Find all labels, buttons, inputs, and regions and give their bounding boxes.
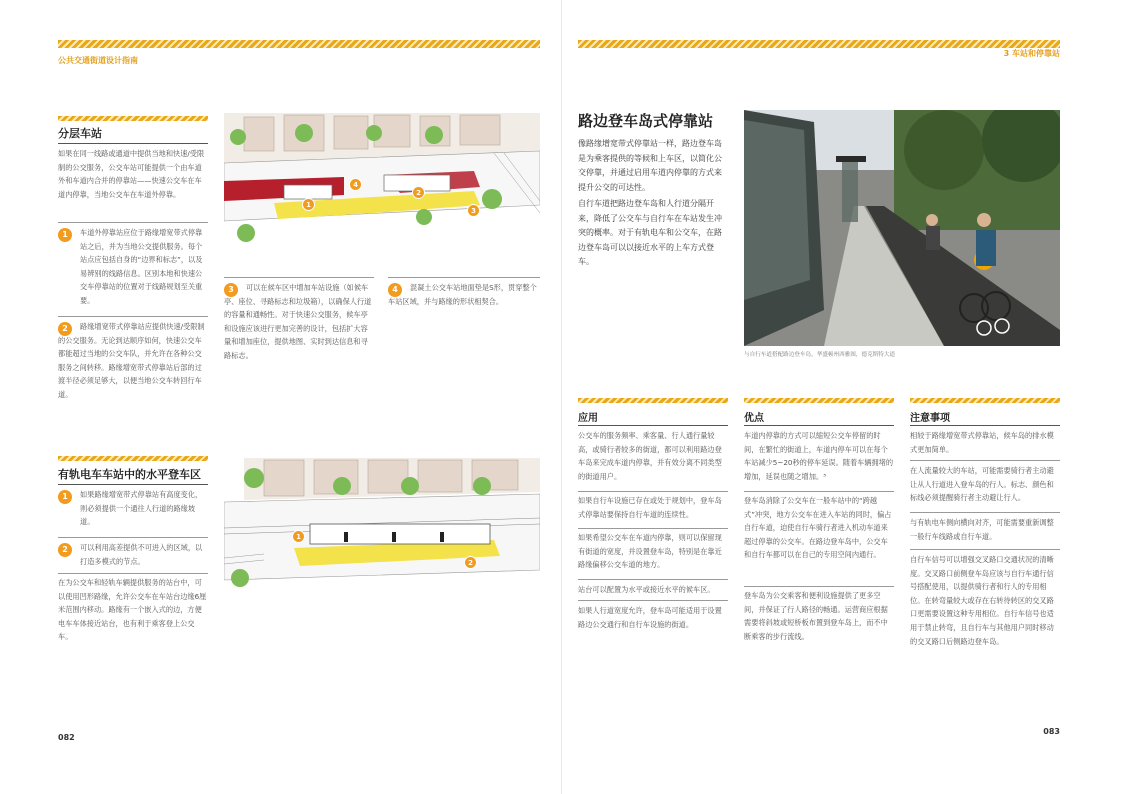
list-item [58, 226, 208, 308]
number-badge: 2 [58, 322, 72, 336]
layered-station-diagram [224, 113, 540, 248]
column-paragraph: 相较于路缘增宽带式停靠站，候车岛的排水模式更加简单。 [910, 431, 1054, 454]
divider [58, 222, 208, 223]
diagram-marker: 3 [467, 204, 480, 217]
divider [58, 484, 208, 485]
list-item [58, 488, 208, 529]
list-item-text: 如果路缘增宽带式停靠站有高度变化，则必须提供一个通往人行道的路缘坡道。 [80, 490, 203, 527]
divider [910, 549, 1060, 550]
photo-illustration [744, 110, 1060, 346]
number-badge: 3 [224, 283, 238, 297]
list-item [58, 320, 208, 402]
divider [578, 528, 728, 529]
list-item [388, 281, 540, 308]
section-hatch-bar [744, 398, 894, 403]
section-hatch-bar [578, 398, 728, 403]
number-badge: 1 [58, 228, 72, 242]
divider [578, 579, 728, 580]
divider [910, 512, 1060, 513]
diagram-marker: 2 [464, 556, 477, 569]
running-head: 公共交通街道设计指南 [58, 56, 138, 65]
number-badge: 1 [58, 490, 72, 504]
page-number: 083 [1043, 727, 1060, 736]
section-title-tram-station: 有轨电车车站中的水平登车区 [58, 468, 201, 481]
tram-station-body: 在为公交车和轻轨车辆提供服务的站台中，可以使用凹形路缘，允许公交车在车站台边缘6厘米范围内移动。路缘有一个嵌入式的边，方便电车车体接近站台，也有利于乘客登上公交车。 [58, 578, 207, 642]
divider [388, 277, 540, 278]
diagram-marker: 1 [302, 198, 315, 211]
divider [744, 586, 894, 587]
tram-station-diagram [224, 458, 540, 595]
diagram-marker: 2 [412, 186, 425, 199]
divider [578, 491, 728, 492]
divider [58, 143, 208, 144]
column-paragraph: 站台可以配置为水平或接近水平的候车区。 [578, 585, 715, 594]
divider [910, 460, 1060, 461]
left-page [0, 0, 561, 794]
column-title-advantages: 优点 [744, 413, 764, 424]
divider [578, 425, 728, 426]
page-number: 082 [58, 733, 75, 742]
list-item-text: 混凝土公交车站地面垫是S形，贯穿整个车站区域，并与路缘的形状相契合。 [388, 283, 537, 306]
tram-illustration [224, 458, 540, 595]
right-page [562, 0, 1123, 794]
header-hatch-bar [578, 40, 1060, 48]
section-hatch-bar [58, 116, 208, 121]
lead-paragraph: 像路缘增宽带式停靠站一样，路边登车岛是为乘客提供的等候和上车区，以简化公交停靠，并通过启用车道内停靠的方式来提升公交的可达性。 [578, 139, 722, 192]
column-paragraph: 与有轨电车侧向横向对齐，可能需要重新调整一般行车线路或自行车道。 [910, 518, 1054, 541]
column-title-considerations: 注意事项 [910, 413, 950, 424]
number-badge: 4 [388, 283, 402, 297]
list-item [224, 281, 374, 363]
column-paragraph: 如果人行道宽度允许，登车岛可能适用于设置路边公交通行和自行车设施的街道。 [578, 606, 722, 629]
column-paragraph: 在人流量较大的车站，可能需要骑行者主动避让从人行道进入登车岛的行人。标志、颜色和标线必须提醒骑行者主动避让行人。 [910, 466, 1054, 503]
list-item-text: 可以在候车区中增加车站设施（如候车亭、座位、寻路标志和垃圾箱），以确保人行道的容量和通畅性。对于快速公交服务，候车亭和设施应该进行更加完善的设计，包括扩大容量和增加座位，提供地图、实时到达信息和寻路标志。 [224, 283, 372, 360]
column-paragraph: 车道内停靠的方式可以缩短公交车停留的时间，在繁忙的街道上，车道内停车可以在每个车站减少5~20秒的停车延误。随着车辆拥堵的增加，延误也随之增加。³ [744, 431, 894, 481]
divider [58, 573, 208, 574]
divider [910, 425, 1060, 426]
column-paragraph: 如果自行车设施已存在或处于规划中，登车岛式停靠站要保持自行车道的连续性。 [578, 496, 722, 519]
lead-paragraph: 自行车道把路边登车岛和人行道分隔开来，降低了公交车与自行车在车站发生冲突的概率。对于有轨电车和公交车，在路边登车岛可以以接近水平的上车方式登车。 [578, 199, 722, 267]
column-title-application: 应用 [578, 413, 598, 424]
photo-caption: 与自行车道搭配路边登车岛，华盛顿州西雅图，德克斯特大道 [744, 352, 896, 358]
column-paragraph: 登车岛为公交乘客和便利设施提供了更多空间，并保证了行人路径的畅通。运营商应根据需要将斜坡或短桥板布置到登车岛上，而不中断乘客的步行流线。 [744, 591, 888, 641]
divider [58, 537, 208, 538]
section-hatch-bar [58, 456, 208, 461]
divider [224, 277, 374, 278]
list-item [58, 541, 208, 568]
divider [58, 316, 208, 317]
column-paragraph: 如果希望公交车在车道内停靠，则可以保留现有街道的宽度，并设置登车岛，特别是在靠近路缘偏移公交车道的地方。 [578, 533, 722, 570]
section-title-layered-station: 分层车站 [58, 127, 102, 140]
divider [744, 425, 894, 426]
column-paragraph: 自行车信号可以增强交叉路口交通状况的清晰度。交叉路口前侧登车岛应该与自行车通行信号搭配使用，以提供骑行者和行人的专用相位。在转弯量较大或存在右转待转区的交叉路口更需要设置这种专用相位。自行车信号也适用于禁止转弯，且自行车与其他用户同时移动的交叉路口后侧路边登车岛。 [910, 555, 1054, 646]
column-paragraph: 公交车的服务频率、乘客量、行人通行量较高，或骑行者较多的街道，都可以利用路边登车岛来完成车道内停靠，并有效分离不同类型的街道用户。 [578, 431, 722, 481]
list-item-text: 路缘增宽带式停靠站应提供快速/受限制的公交服务。无论到达顺序如何，快速公交车都能超过当地的公交车队，并允许在各种公交服务之间转移。路缘增宽带式停靠站后部的过渡半径必须足够大，以便当地公交车转回行车道。 [58, 322, 205, 399]
list-item-text: 可以利用高差提供不可进入的区域，以打造多模式的节点。 [80, 543, 203, 566]
page-title: 路边登车岛式停靠站 [578, 112, 714, 130]
divider [744, 491, 894, 492]
bus-stop-photo [744, 110, 1060, 346]
column-paragraph: 登车岛消除了公交车在一般车站中的“跨越式”冲突，地方公交车在进入车站的同时，偏占自行车道，迫使自行车骑行者进入机动车道来超过停靠的公交车。在路边登车岛中，公交车和自行车都可以在自己的专用空间内通行。 [744, 496, 892, 560]
section-hatch-bar [910, 398, 1060, 403]
header-hatch-bar [58, 40, 540, 48]
number-badge: 2 [58, 543, 72, 557]
diagram-marker: 4 [349, 178, 362, 191]
running-head: 3 车站和停靠站 [1003, 49, 1060, 58]
diagram-marker: 1 [292, 530, 305, 543]
divider [578, 600, 728, 601]
layered-station-intro: 如果在同一线路或通道中提供当地和快速/受限制的公交服务，公交车站可能提供一个由车道外和车道内合并的停靠站——快速公交车在车道内停靠，当地公交车在车道外停靠。 [58, 149, 205, 199]
list-item-text: 车道外停靠站应位于路缘增宽带式停靠站之后，并为当地公交提供服务。每个站点应包括自身的“边界和标志”，以及易辨别的线路信息。区别本地和快速公交车停靠站的位置对于线路规划至关重要。 [80, 228, 203, 305]
street-illustration [224, 113, 540, 248]
